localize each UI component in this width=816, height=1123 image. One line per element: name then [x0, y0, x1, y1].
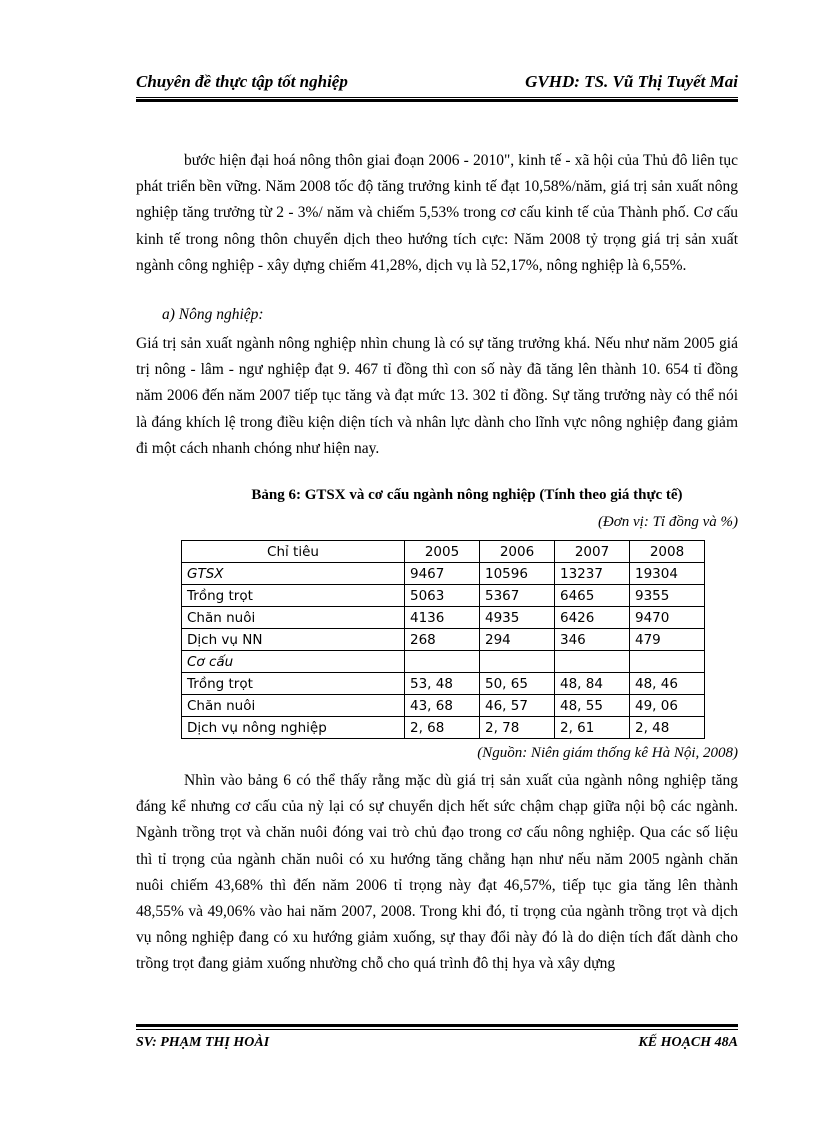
- table-cell: 48, 84: [555, 673, 630, 695]
- table-cell: 48, 55: [555, 695, 630, 717]
- table-unit: (Đơn vị: Tỉ đồng và %): [597, 514, 738, 530]
- table-cell: 6426: [555, 607, 630, 629]
- table-header-cell: Chỉ tiêu: [182, 541, 405, 563]
- table-cell: 9467: [405, 563, 480, 585]
- table-cell: 9355: [630, 585, 705, 607]
- table-row: [182, 651, 705, 673]
- table-cell: 2, 61: [555, 717, 630, 739]
- table-header-cell: 2008: [630, 541, 705, 563]
- table-cell: Trồng trọt: [182, 673, 405, 695]
- table-cell: Chăn nuôi: [182, 695, 405, 717]
- table-row: [182, 673, 705, 695]
- analysis-paragraph: Nhìn vào bảng 6 có thể thấy rằng mặc dù giá trị sản xuất của ngành nông nghiệp tăng đáng kể nhưng cơ cấu của nỳ lại có sự chuyển dịch hết sức chậm chạp giữa nội bộ các ngành. Ngành trồng trọt và chăn nuôi đóng vai trò chủ đạo trong cơ cấu nông nghiệp. Qua các số liệu thì tỉ trọng của ngành chăn nuôi có xu hướng tăng chẳng hạn như nếu năm 2005 ngành chăn nuôi chiếm 43,68% thì đến năm 2006 tỉ trọng này đạt 46,57%, tiếp tục gia tăng lên thành 48,55% và 49,06% vào hai năm 2007, 2008. Trong khi đó, tỉ trọng của ngành trồng trọt và dịch vụ nông nghiệp đang có xu hướng giảm xuống, sự thay đổi này đó là do diện tích đất dành cho trồng trọt đang giảm xuống nhường chỗ cho quá trình đô thị hya và xây dựng: [136, 772, 738, 973]
- table-row: [182, 607, 705, 629]
- table-cell: 50, 65: [480, 673, 555, 695]
- table-header-cell: 2005: [405, 541, 480, 563]
- table-cell: 6465: [555, 585, 630, 607]
- table-cell: 5063: [405, 585, 480, 607]
- table-cell: 46, 57: [480, 695, 555, 717]
- table-cell: 4136: [405, 607, 480, 629]
- table-cell: 53, 48: [405, 673, 480, 695]
- table-cell: 19304: [630, 563, 705, 585]
- table-cell: Dịch vụ NN: [182, 629, 405, 651]
- header-rule-thin: [136, 97, 738, 98]
- section-heading-agriculture: a) Nông nghiệp:: [162, 306, 264, 323]
- table-cell: 4935: [480, 607, 555, 629]
- header-rule-thick: [136, 99, 738, 102]
- table-cell: 2, 48: [630, 717, 705, 739]
- table-header-cell: 2007: [555, 541, 630, 563]
- table-cell: 346: [555, 629, 630, 651]
- table-cell: 479: [630, 629, 705, 651]
- table-cell: 49, 06: [630, 695, 705, 717]
- table-cell: 13237: [555, 563, 630, 585]
- header-course-title: Chuyên đề thực tập tốt nghiệp: [136, 72, 348, 91]
- intro-paragraph: bước hiện đại hoá nông thôn giai đoạn 2006 - 2010", kinh tế - xã hội của Thủ đô liên tục phát triển bền vững. Năm 2008 tốc độ tăng trưởng kinh tế đạt 10,58%/năm, giá trị sản xuất nông nghiệp tăng trưởng từ 2 - 3%/ năm và chiếm 5,53% trong cơ cấu kinh tế của Thành phố. Cơ cấu kinh tế trong nông thôn chuyển dịch theo hướng tích cực: Năm 2008 tỷ trọng giá trị sản xuất ngành công nghiệp - xây dựng chiếm 41,28%, dịch vụ là 52,17%, nông nghiệp là 6,55%.: [136, 152, 738, 274]
- page-header: [136, 72, 738, 96]
- footer-rule-thick: [136, 1024, 738, 1027]
- table-cell: [480, 651, 555, 673]
- footer-class: KẾ HOẠCH 48A: [638, 1035, 738, 1050]
- table-cell: 48, 46: [630, 673, 705, 695]
- table-source: (Nguồn: Niên giám thống kê Hà Nội, 2008): [477, 745, 738, 761]
- table-cell: 9470: [630, 607, 705, 629]
- table-cell: 10596: [480, 563, 555, 585]
- table-cell: 43, 68: [405, 695, 480, 717]
- table-row: [182, 585, 705, 607]
- table-row: [182, 717, 705, 739]
- table-cell: Dịch vụ nông nghiệp: [182, 717, 405, 739]
- analysis-paragraph-block: [136, 768, 738, 978]
- intro-paragraph-block: [136, 148, 738, 279]
- agriculture-table: [181, 540, 705, 739]
- agri-paragraph: Giá trị sản xuất ngành nông nghiệp nhìn chung là có sự tăng trưởng khá. Nếu như năm 2005 giá trị nông - lâm - ngư nghiệp đạt 9. 467 tỉ đồng thì con số này đã tăng lên thành 10. 654 tỉ đồng năm 2006 đến năm 2007 tiếp tục tăng và đạt mức 13. 302 tỉ đồng. Sự tăng trưởng này có thể nói là đáng khích lệ trong điều kiện diện tích và nhân lực dành cho lĩnh vực nông nghiệp đang giảm đi một cách nhanh chóng như hiện nay.: [136, 335, 738, 457]
- table-cell: 268: [405, 629, 480, 651]
- table-cell: 5367: [480, 585, 555, 607]
- table-cell: 2, 78: [480, 717, 555, 739]
- table-cell: [555, 651, 630, 673]
- agri-paragraph-block: [136, 331, 738, 462]
- table-cell: Chăn nuôi: [182, 607, 405, 629]
- table-row: [182, 563, 705, 585]
- table-cell: Trồng trọt: [182, 585, 405, 607]
- header-supervisor: GVHD: TS. Vũ Thị Tuyết Mai: [525, 72, 738, 91]
- table-header-row: [182, 541, 705, 563]
- footer-student: SV: PHẠM THỊ HOÀI: [136, 1035, 270, 1050]
- table-cell: 2, 68: [405, 717, 480, 739]
- table-header-cell: 2006: [480, 541, 555, 563]
- table-title: Bảng 6: GTSX và cơ cấu ngành nông nghiệp (Tính theo giá thực tế): [251, 487, 683, 503]
- table-cell: [405, 651, 480, 673]
- table-cell: [630, 651, 705, 673]
- table-cell: GTSX: [182, 563, 405, 585]
- table-row: [182, 629, 705, 651]
- table-cell: Cơ cấu: [182, 651, 405, 673]
- footer-rule-thin: [136, 1029, 738, 1030]
- table-cell: 294: [480, 629, 555, 651]
- table-row: [182, 695, 705, 717]
